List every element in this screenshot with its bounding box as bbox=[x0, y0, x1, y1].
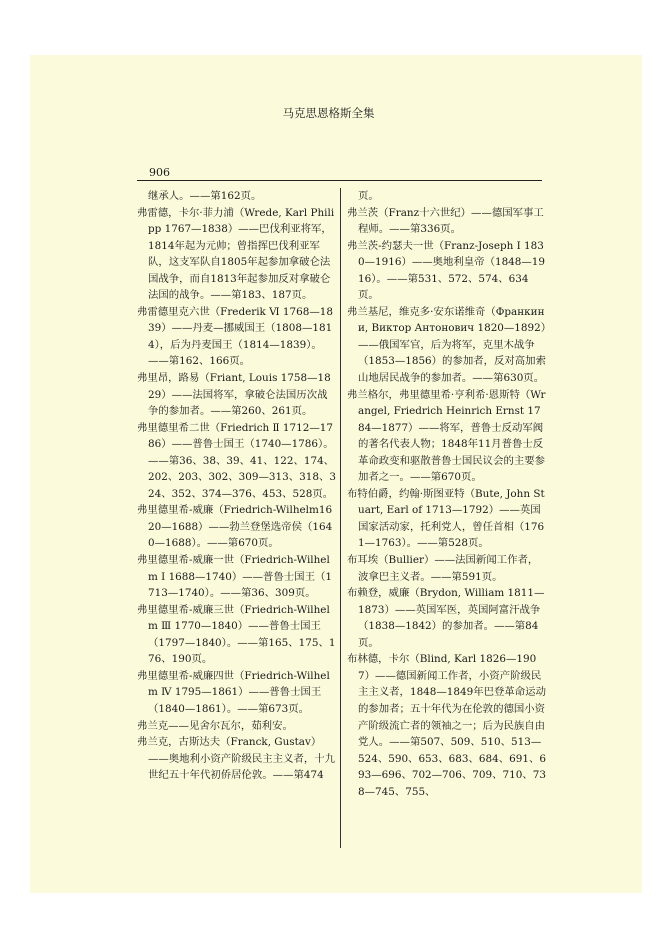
index-entry: 弗里德里希-威廉三世（Friedrich-Wilhelm Ⅲ 1770—1840）——普鲁士国王（1797—1840）。——第165、175、176、190页。 bbox=[137, 603, 336, 666]
index-entry: 弗里德里希二世（Friedrich Ⅱ 1712—1786）——普鲁士国王（1740—1786）。——第36、38、39、41、122、174、202、203、302、309—313、318、324、352、374—376、453、528页。 bbox=[137, 421, 336, 500]
index-entry: 布林德，卡尔（Blind, Karl 1826—1907）——德国新闻工作者，小资产阶级民主主义者，1848—1849年巴登革命运动的参加者；五十年代为在伦敦的德国小资产阶级流亡者的领袖之一；后为民族自由党人。——第507、509、510、513—524、590、653、683、684、691、693—696、702—706、709、710、738—745、755、 bbox=[347, 653, 546, 798]
running-title: 马克思恩格斯全集 bbox=[282, 106, 375, 120]
column-divider bbox=[340, 188, 341, 848]
page-number: 906 bbox=[149, 166, 170, 179]
index-entry: 弗兰克，古斯达夫（Franck, Gustav）——奥地利小资产阶级民主主义者，十九世纪五十年代初侨居伦敦。——第474 bbox=[137, 736, 336, 782]
index-entry: 弗兰克——见舍尔瓦尔，茹利安。 bbox=[137, 719, 293, 732]
left-column bbox=[137, 188, 337, 784]
index-entry: 弗兰茨（Franz十六世纪）——德国军事工程师。——第336页。 bbox=[347, 206, 544, 236]
index-entry: 弗雷德，卡尔·菲力浦（Wrede, Karl Philipp 1767—1838）——巴伐利亚将军，1814年起为元帅；曾指挥巴伐利亚军队，这支军队自1805年起参加拿破仑法国战争，而自1813年起参加反对拿破仑法国的战争。——第183、187页。 bbox=[137, 206, 335, 302]
index-entry: 弗里德里希-威廉（Friedrich-Wilhelm1620—1688）——勃兰登堡选帝侯（1640—1688）。——第670页。 bbox=[137, 504, 333, 550]
index-entry: 弗里德里希-威廉一世（Friedrich-Wilhelm Ⅰ 1688—1740）——普鲁士国王（1713—1740）。——第36、309页。 bbox=[137, 554, 332, 600]
index-entry: 继承人。——第162页。 bbox=[148, 190, 262, 202]
index-entry: 弗兰格尔，弗里德里希·亨利希·恩斯特（Wrangel, Friedrich Heinrich Ernst 1784—1877）——将军，普鲁士反动军阀的著名代表人物；1848年11月普鲁士反革命政变和驱散普鲁士国民议会的主要参加者之一。——第670页。 bbox=[347, 388, 546, 484]
index-entry: 布赖登，威廉（Brydon, William 1811—1873）——英国军医，英国阿富汗战争（1838—1842）的参加者。——第84页。 bbox=[347, 587, 545, 649]
page-header bbox=[107, 105, 550, 179]
index-entry: 弗雷德里克六世（Frederik Ⅵ 1768—1839）——丹麦—挪威国王（1808—1814），后为丹麦国王（1814—1839）。——第162、166页。 bbox=[137, 305, 333, 368]
right-column bbox=[347, 188, 547, 800]
index-entry: 弗里昂，路易（Friant, Louis 1758—1829）——法国将军，拿破仑法国历次战争的参加者。——第260、261页。 bbox=[137, 372, 331, 418]
index-entry: 弗兰茨-约瑟夫一世（Franz-Joseph Ⅰ 1830—1916）——奥地利皇帝（1848—1916）。——第531、572、574、634页。 bbox=[347, 239, 546, 302]
index-entry: 弗兰基尼，维克多·安东诺维奇（Франкини, Виктор Антонович 1820—1892）——俄国军官，后为将军，克里木战争（1853—1856）的参加者，反对高加索山地居民战争的参加者。——第630页。 bbox=[347, 305, 546, 385]
index-entry: 布特伯爵，约翰·斯图亚特（Bute, John Stuart, Earl of 1713—1792）——英国国家活动家，托利党人，曾任首相（1761—1763）。——第528页。 bbox=[347, 487, 545, 550]
header-rule bbox=[137, 180, 542, 181]
index-entry: 布耳埃（Bullier）——法国新闻工作者，波拿巴主义者。——第591页。 bbox=[347, 554, 539, 583]
index-entry: 页。 bbox=[358, 190, 379, 202]
index-entry: 弗里德里希-威廉四世（Friedrich-Wilhelm Ⅳ 1795—1861）——普鲁士国王（1840—1861）。——第673页。 bbox=[137, 669, 330, 715]
